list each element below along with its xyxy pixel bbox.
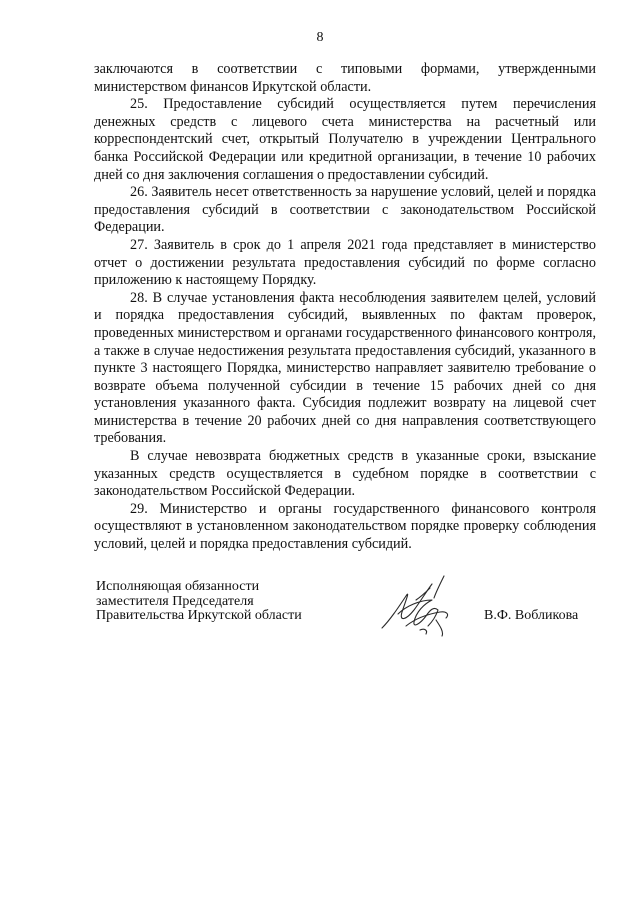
document-body xyxy=(94,61,596,554)
paragraph-28-second: В случае невозврата бюджетных средств в указанные сроки, взыскание указанных средств осуществляется в судебном порядке в соответствии с законодательством Российской Федерации. xyxy=(94,448,596,500)
signatory-position-line: заместителя Председателя xyxy=(96,593,254,609)
page-number: 8 xyxy=(316,30,324,45)
signatory-position-line: Исполняющая обязанности xyxy=(96,579,260,594)
paragraph-29: 29. Министерство и органы государственного финансового контроля осуществляют в установленном законодательством порядке проверку соблюдения условий, целей и порядка предоставления субсидий. xyxy=(94,500,596,553)
signatory-position xyxy=(96,580,302,624)
signer-name: В.Ф. Вобликова xyxy=(484,608,579,623)
paragraph-28: 28. В случае установления факта несоблюдения заявителем целей, условий и порядка предоставления субсидий, выявленных по фактам проверок, проведенных министерством и органами государственного финансового контроля, а также в случае недостижения результата предоставления субсидий, указанного в пункте 3 настоящего Порядка, министерство направляет заявителю требование о возврате объема полученной субсидии в течение 15 рабочих дней со дня установления указанного факта. Субсидия подлежит возврату на лицевой счет министерства в течение 20 рабочих дней со дня направления соответствующего требования. xyxy=(94,289,596,447)
paragraph-24-continuation: заключаются в соответствии с типовыми формами, утвержденными министерством финансов Иркутской области. xyxy=(94,61,596,95)
paragraph-25: 25. Предоставление субсидий осуществляется путем перечисления денежных средств с лицевого счета министерства на расчетный или корреспондентский счет, открытый Получателю в учреждении Центрального банка Российской Федерации или кредитной организации, в течение 10 рабочих дней со дня заключения соглашения о предоставлении субсидий. xyxy=(94,96,596,183)
handwritten-signature xyxy=(376,570,468,640)
signatory-position-line: Правительства Иркутской области xyxy=(96,608,302,623)
paragraph-27: 27. Заявитель в срок до 1 апреля 2021 года представляет в министерство отчет о достижении результата предоставления субсидий по форме согласно приложению к настоящему Порядку. xyxy=(94,236,596,289)
paragraph-26: 26. Заявитель несет ответственность за нарушение условий, целей и порядка предоставления субсидий в соответствии с законодательством Российской Федерации. xyxy=(94,184,596,236)
